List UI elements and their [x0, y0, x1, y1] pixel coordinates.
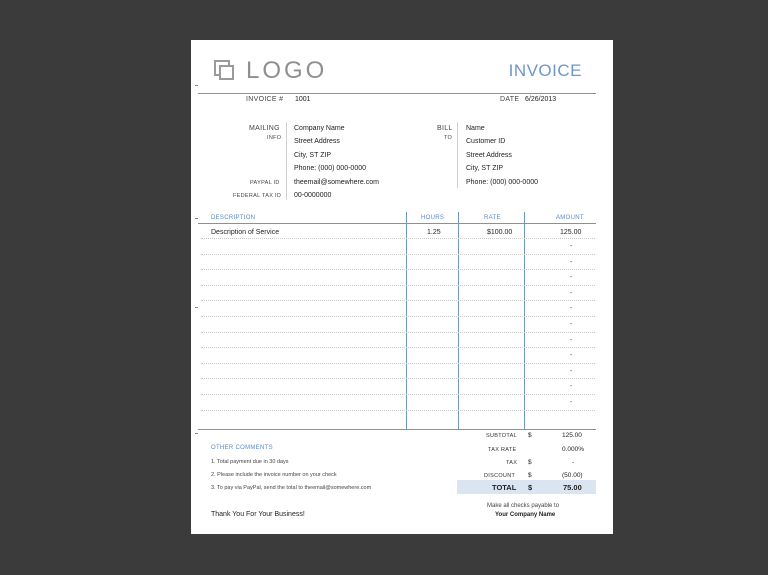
table-row — [201, 347, 595, 348]
bill-line: Customer ID — [466, 138, 506, 145]
table-row — [201, 285, 595, 286]
table-row — [201, 316, 595, 317]
total-value: 75.00 — [563, 483, 582, 492]
table-row — [201, 332, 595, 333]
mailing-line: Street Address — [294, 138, 340, 145]
paypal-id: theemail@somewhere.com — [294, 179, 379, 186]
logo-text: LOGO — [246, 57, 328, 84]
table-bottom-rule — [198, 429, 596, 430]
tax-currency: $ — [528, 459, 532, 466]
subtotal-currency: $ — [528, 432, 532, 439]
tax-rate-label: TAX RATE — [488, 447, 517, 453]
invoice-number: 1001 — [295, 96, 311, 103]
comments-title: OTHER COMMENTS — [211, 445, 273, 451]
col-header-rate: RATE — [484, 215, 501, 221]
payable-to-text: Make all checks payable to — [487, 503, 560, 509]
subtotal-label: SUBTOTAL — [486, 433, 517, 439]
invoice-page — [191, 40, 613, 534]
table-row — [201, 269, 595, 270]
margin-tick — [195, 433, 198, 434]
item-amount: - — [570, 336, 573, 344]
table-row — [201, 300, 595, 301]
date-label: DATE — [500, 96, 520, 103]
mailing-line: Company Name — [294, 125, 345, 132]
mailing-line: Phone: (000) 000-0000 — [294, 165, 366, 172]
col-header-amount: AMOUNT — [556, 215, 584, 221]
mailing-separator — [286, 122, 287, 200]
table-row — [201, 378, 595, 379]
tax-id: 00-0000000 — [294, 192, 332, 199]
header-rule — [198, 93, 596, 94]
subtotal-value: 125.00 — [562, 432, 582, 439]
discount-currency: $ — [528, 472, 532, 479]
item-amount: - — [570, 289, 573, 297]
invoice-number-label: INVOICE # — [246, 96, 284, 103]
item-amount: - — [570, 352, 573, 360]
thank-you-text: Thank You For Your Business! — [211, 511, 305, 518]
invoice-date: 6/26/2013 — [525, 96, 557, 103]
tax-value: - — [572, 459, 575, 466]
comment-line: 1. Total payment due in 30 days — [211, 459, 289, 465]
item-rate: $100.00 — [487, 229, 513, 236]
bill-separator — [457, 122, 458, 188]
item-amount: - — [570, 383, 573, 391]
comment-line: 2. Please include the invoice number on your check — [211, 472, 337, 478]
tax-id-label: FEDERAL TAX ID — [233, 193, 282, 199]
paypal-label: PAYPAL ID — [250, 180, 280, 186]
bill-line: Phone: (000) 000-0000 — [466, 179, 538, 186]
table-row — [201, 363, 595, 364]
item-amount: - — [570, 258, 573, 266]
table-row — [201, 238, 595, 239]
bill-line: Street Address — [466, 152, 512, 159]
bill-to-label: TO — [444, 135, 453, 141]
tax-rate-value: 0.000% — [562, 446, 585, 453]
table-row — [201, 410, 595, 411]
margin-tick — [195, 307, 198, 308]
payable-company-name: Your Company Name — [495, 512, 556, 518]
item-amount: - — [570, 305, 573, 313]
column-divider — [458, 212, 459, 429]
comment-line: 3. To pay via PayPal, send the total to theemail@somewhere.com — [211, 485, 372, 491]
mailing-info-label: INFO — [267, 135, 282, 141]
margin-tick — [195, 218, 198, 219]
bill-label: BILL — [437, 125, 453, 132]
item-amount: - — [570, 243, 573, 250]
item-amount: - — [570, 367, 573, 375]
bill-line: Name — [466, 125, 485, 132]
tax-label: TAX — [506, 460, 518, 466]
table-row — [201, 254, 595, 255]
item-amount: - — [570, 274, 573, 282]
mailing-label: MAILING — [249, 125, 280, 132]
total-currency: $ — [528, 483, 533, 492]
logo-squares-icon — [214, 60, 234, 80]
col-header-hours: HOURS — [421, 215, 445, 221]
table-header-rule — [198, 223, 596, 224]
table-row — [201, 394, 595, 395]
item-amount: 125.00 — [560, 229, 582, 236]
mailing-line: City, ST ZIP — [294, 152, 332, 159]
total-label: TOTAL — [492, 483, 517, 492]
bill-line: City, ST ZIP — [466, 165, 504, 172]
discount-value: (50.00) — [562, 472, 583, 479]
item-hours: 1.25 — [427, 229, 441, 236]
col-header-description: DESCRIPTION — [211, 215, 256, 221]
item-description: Description of Service — [211, 229, 280, 236]
item-amount: - — [570, 321, 573, 328]
discount-label: DISCOUNT — [484, 473, 516, 479]
column-divider — [524, 212, 525, 429]
item-amount: - — [570, 399, 573, 406]
column-divider — [406, 212, 407, 429]
margin-tick — [195, 85, 198, 86]
invoice-title: INVOICE — [508, 61, 582, 80]
